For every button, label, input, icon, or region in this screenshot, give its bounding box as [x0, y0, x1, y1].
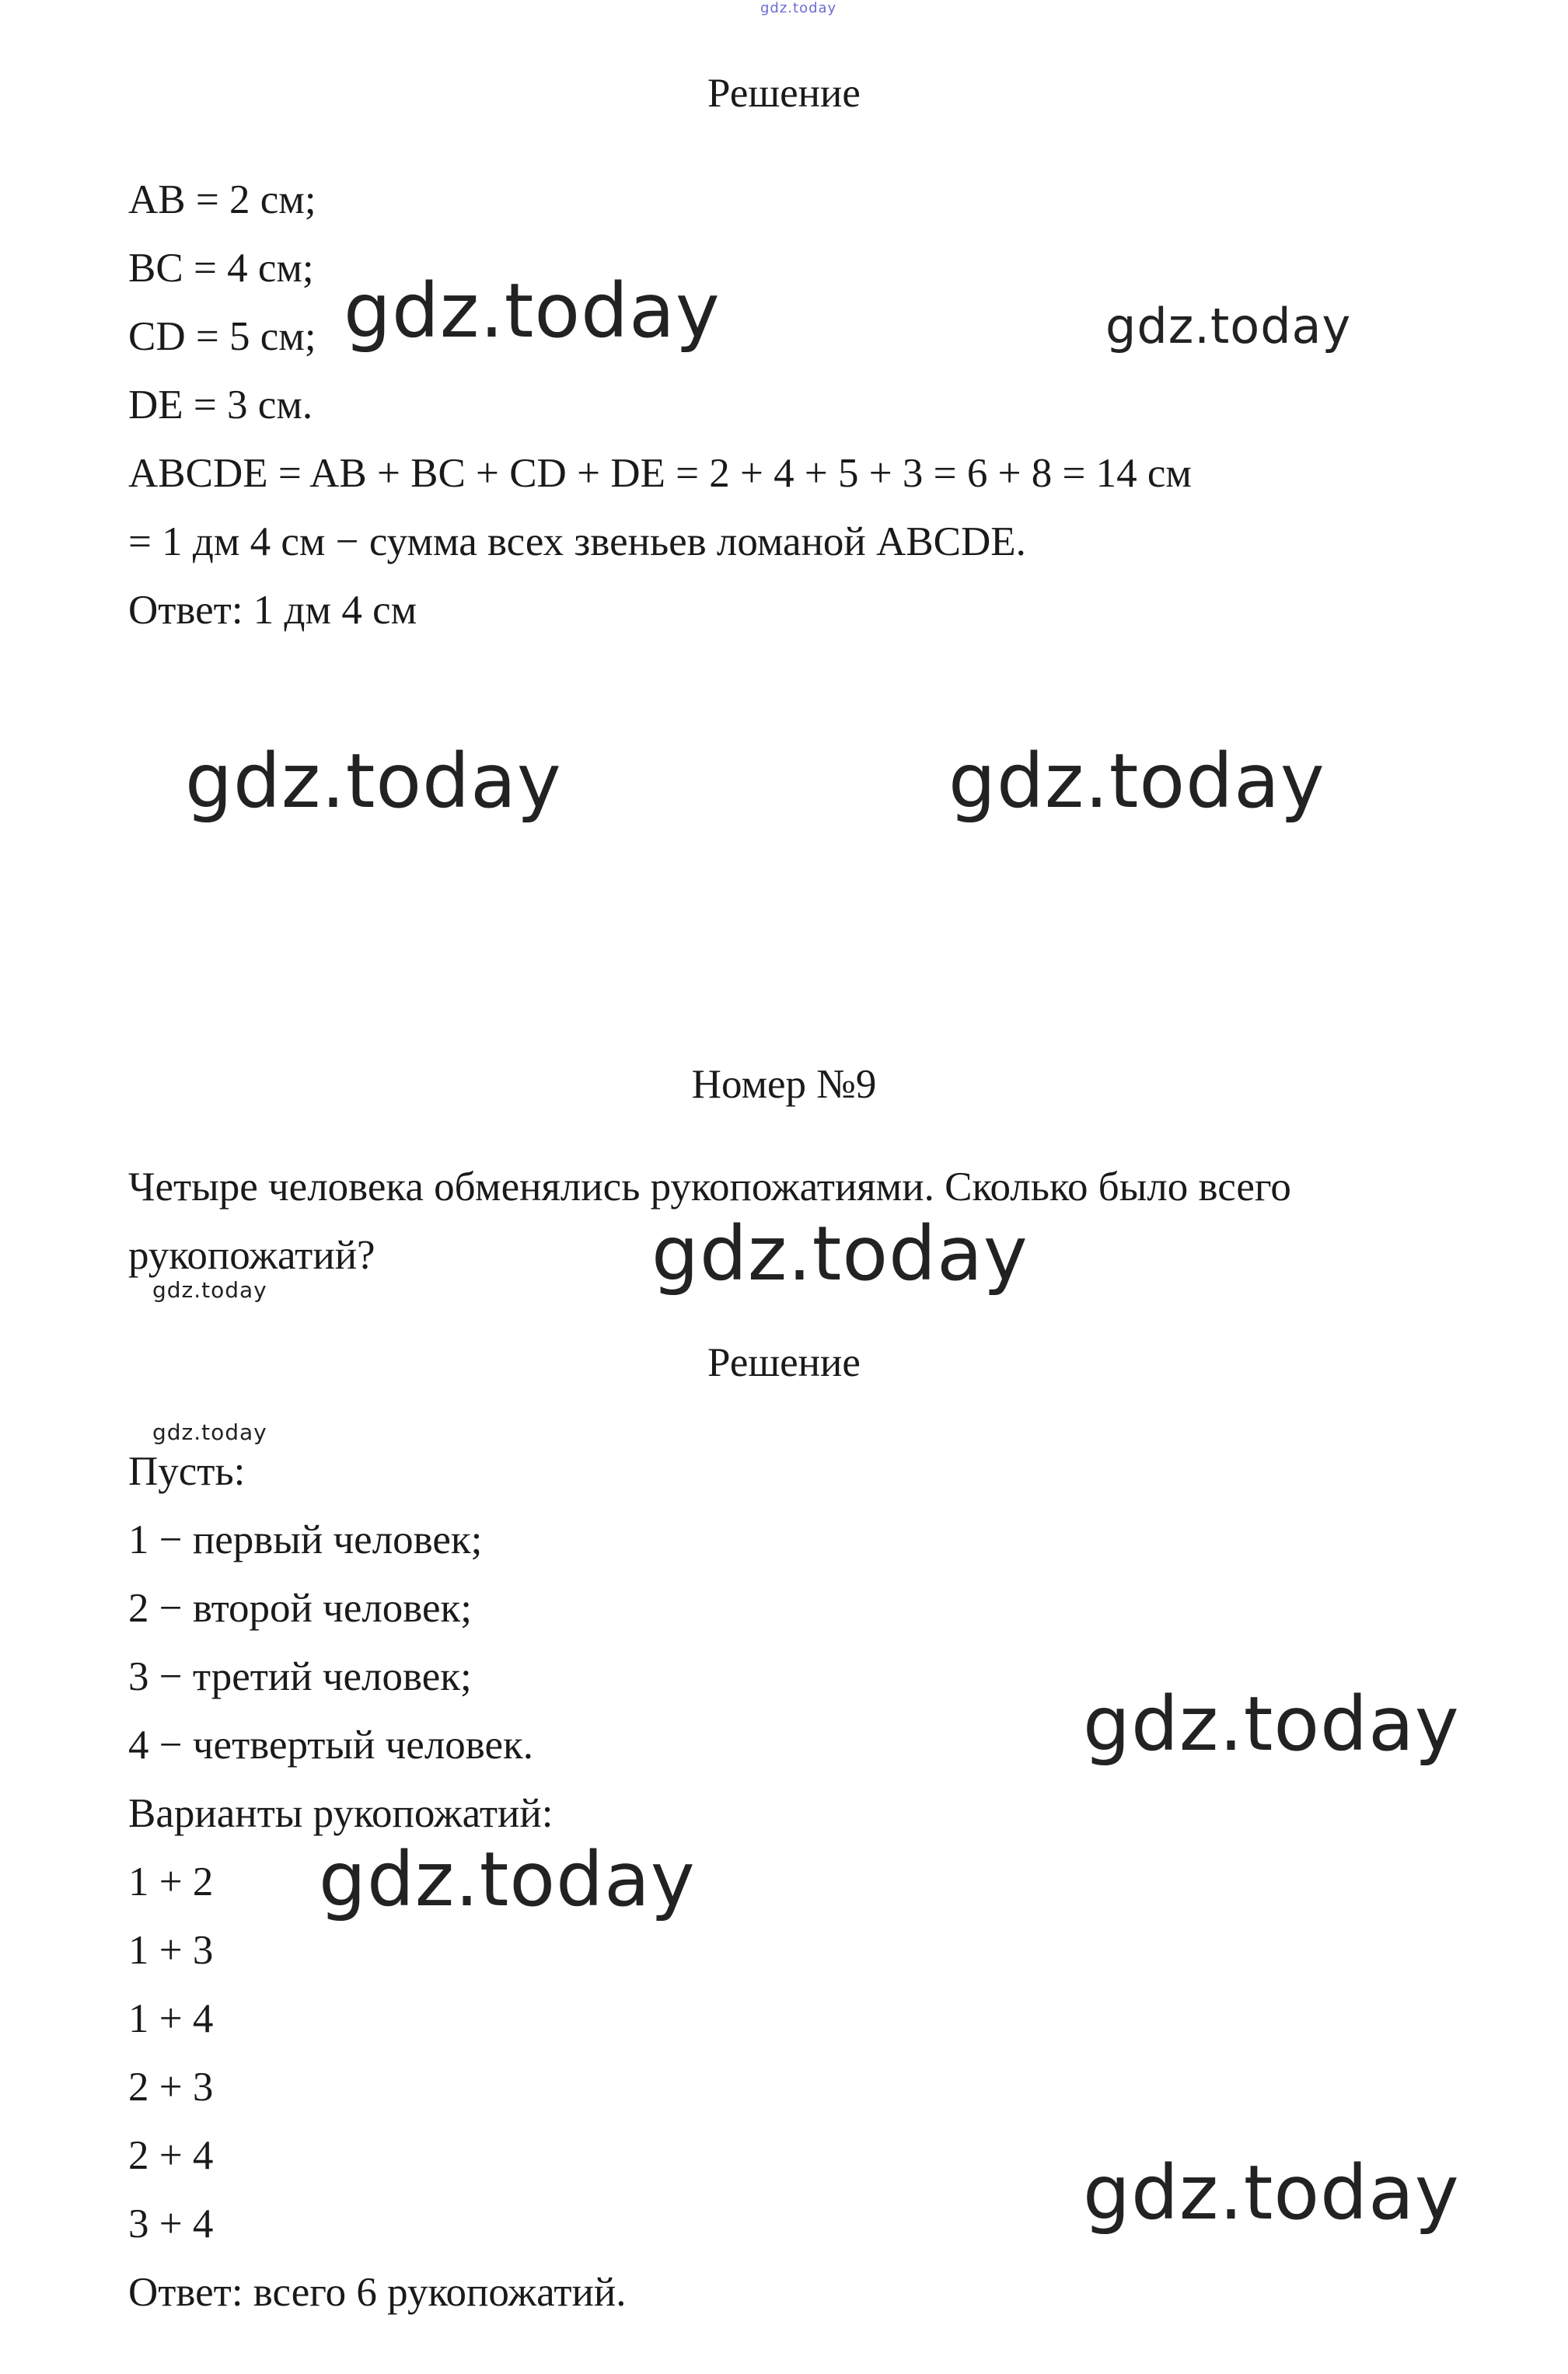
- watermark: gdz.today: [760, 0, 837, 16]
- watermark: gdz.today: [651, 1210, 1028, 1297]
- problem-text: рукопожатий?: [128, 1233, 375, 1278]
- handshake-pair: 1 + 2: [128, 1859, 214, 1904]
- solution-line: = 1 дм 4 см − сумма всех звеньев ломаной ABCDE.: [128, 519, 1026, 564]
- handshake-pair: 3 + 4: [128, 2201, 214, 2247]
- problem-text: Четыре человека обменялись рукопожатиями. Сколько было всего: [128, 1164, 1291, 1210]
- watermark: gdz.today: [1083, 1681, 1460, 1768]
- problem-heading: Номер №9: [691, 1062, 877, 1107]
- answer-line: Ответ: 1 дм 4 см: [128, 588, 417, 633]
- solution-line: CD = 5 см;: [128, 314, 316, 359]
- watermark: gdz.today: [319, 1836, 696, 1923]
- watermark: gdz.today: [152, 1419, 267, 1445]
- solution-line: Варианты рукопожатий:: [128, 1791, 554, 1836]
- watermark: gdz.today: [152, 1277, 267, 1303]
- watermark: gdz.today: [1083, 2149, 1460, 2236]
- handshake-pair: 1 + 3: [128, 1928, 214, 1973]
- solution-heading: Решение: [707, 1340, 861, 1385]
- solution-line: 2 − второй человек;: [128, 1586, 473, 1631]
- watermark: gdz.today: [344, 267, 721, 354]
- handshake-pair: 2 + 4: [128, 2133, 214, 2178]
- solution-line: ABCDE = AB + BC + CD + DE = 2 + 4 + 5 + 3 = 6 + 8 = 14 см: [128, 451, 1192, 496]
- solution-line: Пусть:: [128, 1449, 246, 1494]
- watermark: gdz.today: [948, 738, 1325, 825]
- solution-line: BC = 4 см;: [128, 246, 314, 291]
- handshake-pair: 2 + 3: [128, 2065, 214, 2110]
- solution-line: AB = 2 см;: [128, 177, 316, 222]
- watermark: gdz.today: [1105, 298, 1352, 354]
- solution-line: 4 − четвертый человек.: [128, 1723, 534, 1768]
- solution-heading: Решение: [707, 71, 861, 116]
- solution-line: 3 − третий человек;: [128, 1654, 472, 1699]
- solution-line: 1 − первый человек;: [128, 1517, 483, 1562]
- handshake-pair: 1 + 4: [128, 1996, 214, 2041]
- watermark: gdz.today: [185, 738, 562, 825]
- answer-line: Ответ: всего 6 рукопожатий.: [128, 2270, 627, 2315]
- solution-line: DE = 3 см.: [128, 382, 313, 428]
